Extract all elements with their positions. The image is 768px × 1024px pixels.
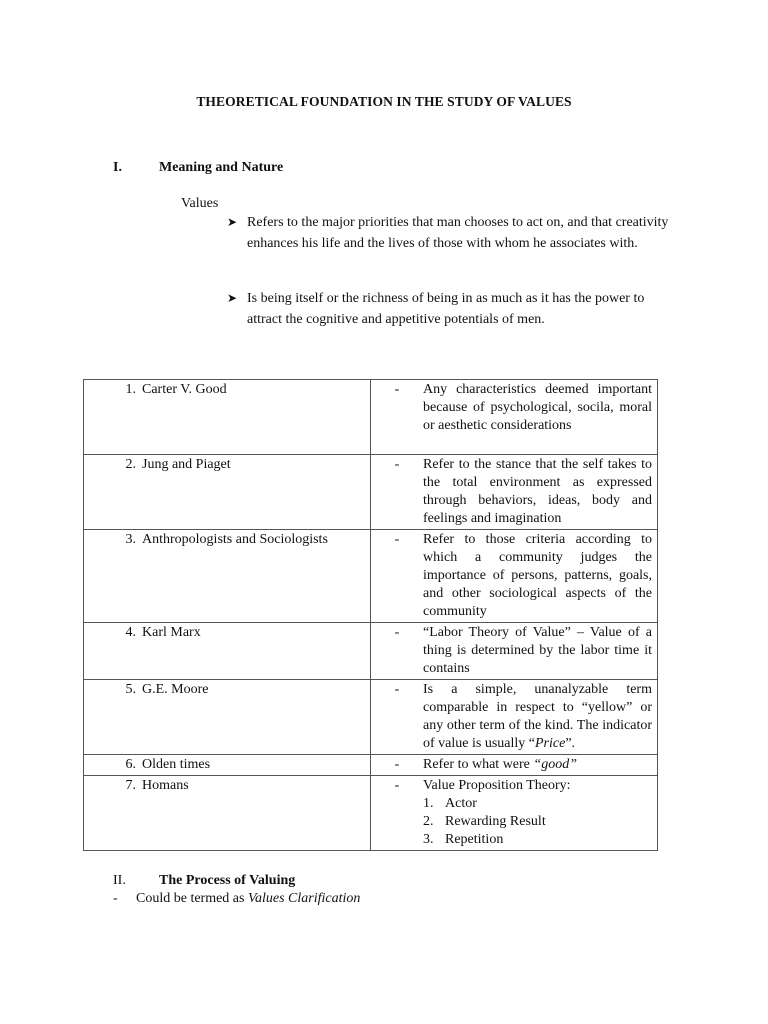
table-row (84, 755, 658, 776)
values-term: Values (181, 196, 219, 211)
section-2-title: The Process of Valuing (159, 873, 296, 888)
row-number: 3. (125, 532, 136, 547)
row-description (423, 681, 652, 753)
desc-emphasis: Price (534, 736, 566, 751)
line-text: Could be termed as (136, 891, 248, 906)
values-definitions-table (83, 379, 658, 851)
sub-list-item (423, 831, 652, 849)
sub-list-item (423, 813, 652, 831)
row-name: G.E. Moore (142, 682, 209, 697)
row-name: Anthropologists and Sociologists (142, 532, 328, 547)
row-number: 6. (125, 757, 136, 772)
section-2-dash: - (113, 891, 118, 906)
sub-number: 2. (423, 814, 434, 829)
row-dash: - (394, 457, 400, 472)
table-row (84, 380, 658, 455)
row-dash: - (394, 778, 400, 793)
desc-text: Value Proposition Theory: (423, 778, 571, 793)
bullet-text: Refers to the major priorities that man chooses to act on, and that creativity enhances his life and the lives of those with whom he associates with. (247, 215, 669, 251)
document-title: THEORETICAL FOUNDATION IN THE STUDY OF VALUES (196, 94, 572, 109)
row-name: Olden times (142, 757, 211, 772)
desc-text: ”. (565, 736, 576, 751)
section-2-line (136, 891, 360, 907)
row-number: 5. (125, 682, 136, 697)
row-dash: - (394, 532, 400, 547)
table-row (84, 776, 658, 851)
row-name: Jung and Piaget (142, 457, 231, 472)
sub-text: Rewarding Result (445, 814, 546, 829)
row-description: “Labor Theory of Value” – Value of a thing is determined by the labor time it contains (423, 625, 652, 676)
row-description: Refer to the stance that the self takes to the total environment as expressed through behaviors, ideas, body and feelings and imagination (423, 457, 652, 526)
section-2-number: II. (113, 873, 126, 888)
row-name: Carter V. Good (142, 382, 227, 397)
desc-text: Is a simple, unanalyzable term comparable in respect to “yellow” or any other term of the kind. The indicator of value is usually “ (423, 682, 652, 751)
sub-list (423, 795, 652, 849)
line-emphasis: Values Clarification (247, 891, 361, 906)
table-row (84, 455, 658, 530)
row-dash: - (394, 625, 400, 640)
row-number: 2. (125, 457, 136, 472)
sub-text: Actor (445, 796, 477, 811)
arrowhead-bullet-icon: ➤ (227, 215, 238, 229)
row-name: Homans (142, 778, 189, 793)
bullet-text: Is being itself or the richness of being in as much as it has the power to attract the cognitive and appetitive potentials of men. (247, 291, 645, 327)
row-dash: - (394, 382, 400, 397)
section-1-number: I. (113, 160, 122, 175)
row-description: Refer to those criteria according to which a community judges the importance of persons, patterns, goals, and other sociological aspects of the community (423, 532, 652, 619)
sub-number: 3. (423, 832, 434, 847)
table-row (84, 530, 658, 623)
row-dash: - (394, 757, 400, 772)
row-description (423, 777, 652, 849)
sub-list-item (423, 795, 652, 813)
row-description (423, 756, 652, 774)
arrowhead-bullet-icon: ➤ (227, 291, 238, 305)
row-number: 1. (125, 382, 136, 397)
table-row (84, 680, 658, 755)
bullet-item (227, 288, 677, 330)
row-dash: - (394, 682, 400, 697)
desc-text: Refer to what were (423, 757, 534, 772)
section-1-title: Meaning and Nature (159, 160, 284, 175)
bullet-item (227, 212, 677, 254)
row-number: 4. (125, 625, 136, 640)
sub-text: Repetition (445, 832, 504, 847)
row-name: Karl Marx (142, 625, 201, 640)
table-row (84, 623, 658, 680)
sub-number: 1. (423, 796, 434, 811)
desc-emphasis: “good” (533, 757, 577, 772)
row-number: 7. (125, 778, 136, 793)
row-description: Any characteristics deemed important because of psychological, socila, moral or aesthetic considerations (423, 382, 652, 433)
